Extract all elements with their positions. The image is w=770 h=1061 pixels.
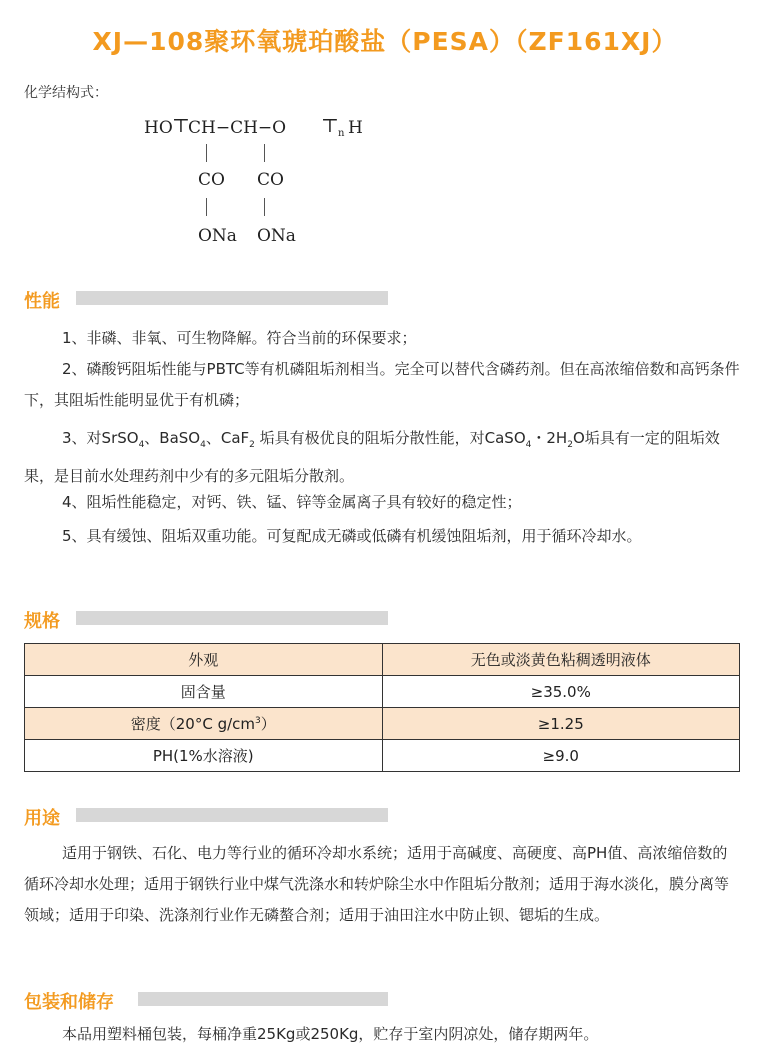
bond-line [264,198,265,216]
chemical-structure [144,115,404,253]
table-row [25,644,740,676]
section-bar [76,611,388,625]
section-title: 用途 [24,808,60,829]
spec-value: ≥9.0 [382,740,740,772]
packaging-text: 本品用塑料桶包装，每桶净重25Kg或250Kg，贮存于室内阴凉处，储存期两年。 [62,1025,599,1043]
formula-h: H [348,118,363,138]
spec-name: 密度（20°C $g/cm^3$） [25,708,383,740]
performance-item-4: 4、阻垢性能稳定，对钙、铁、锰、锌等金属离子具有较好的稳定性； [62,493,522,511]
spec-name: 固含量 [25,676,383,708]
section-title: 包装和储存 [24,992,114,1013]
spec-value: 无色或淡黄色粘稠透明液体 [382,644,740,676]
formula-ona-2: ONa [257,226,296,246]
spec-name: PH(1%水溶液) [25,740,383,772]
section-bar [138,992,388,1006]
spec-value: ≥35.0% [382,676,740,708]
formula-n: n [338,128,345,139]
bond-line [206,144,207,162]
section-bar [76,808,388,822]
formula-ho: HO [144,118,173,138]
performance-item-1: 1、非磷、非氧、可生物降解。符合当前的环保要求； [62,329,417,347]
formula-bracket-left: ⊤ [172,115,190,137]
usage-text: 适用于钢铁、石化、电力等行业的循环冷却水系统；适用于高碱度、高硬度、高PH值、高浓缩倍数的循环冷却水处理；适用于钢铁行业中煤气洗涤水和转炉除尘水中作阻垢分散剂；适用于海水淡化，膜分离等领域；适用于印染、洗涤剂行业作无磷螯合剂；适用于油田注水中防止钡、锶垢的生成。 [24,844,730,924]
section-title: 性能 [24,291,60,312]
performance-item-3: 3、对SrSO$_4$、BaSO$_4$、CaF$_2$ 垢具有极优良的阻垢分散性能，对CaSO$_4$・$2H_2O$垢具有一定的阻垢效果，是目前水处理药剂中少有的多元阻垢分散剂。 [24,429,720,485]
formula-chain: CH−CH−O [188,118,287,138]
table-row [25,740,740,772]
section-bar [76,291,388,305]
formula-label: 化学结构式： [24,85,108,101]
bond-line [206,198,207,216]
formula-co-2: CO [257,170,284,190]
formula-ona-1: ONa [198,226,237,246]
performance-item-5: 5、具有缓蚀、阻垢双重功能。可复配成无磷或低磷有机缓蚀阻垢剂，用于循环冷却水。 [62,527,642,545]
performance-item-2: 2、磷酸钙阻垢性能与PBTC等有机磷阻垢剂相当。完全可以替代含磷药剂。但在高浓缩倍数和高钙条件下，其阻垢性能明显优于有机磷； [24,360,740,409]
table-row [25,708,740,740]
section-title: 规格 [24,611,60,632]
formula-bracket-right: ⊤ [321,115,339,137]
spec-name: 外观 [25,644,383,676]
table-row [25,676,740,708]
bond-line [264,144,265,162]
spec-value: ≥1.25 [382,708,740,740]
spec-table [24,643,740,772]
page-title: XJ—108聚环氧琥珀酸盐（PESA）（ZF161XJ） [92,27,678,56]
formula-co-1: CO [198,170,225,190]
